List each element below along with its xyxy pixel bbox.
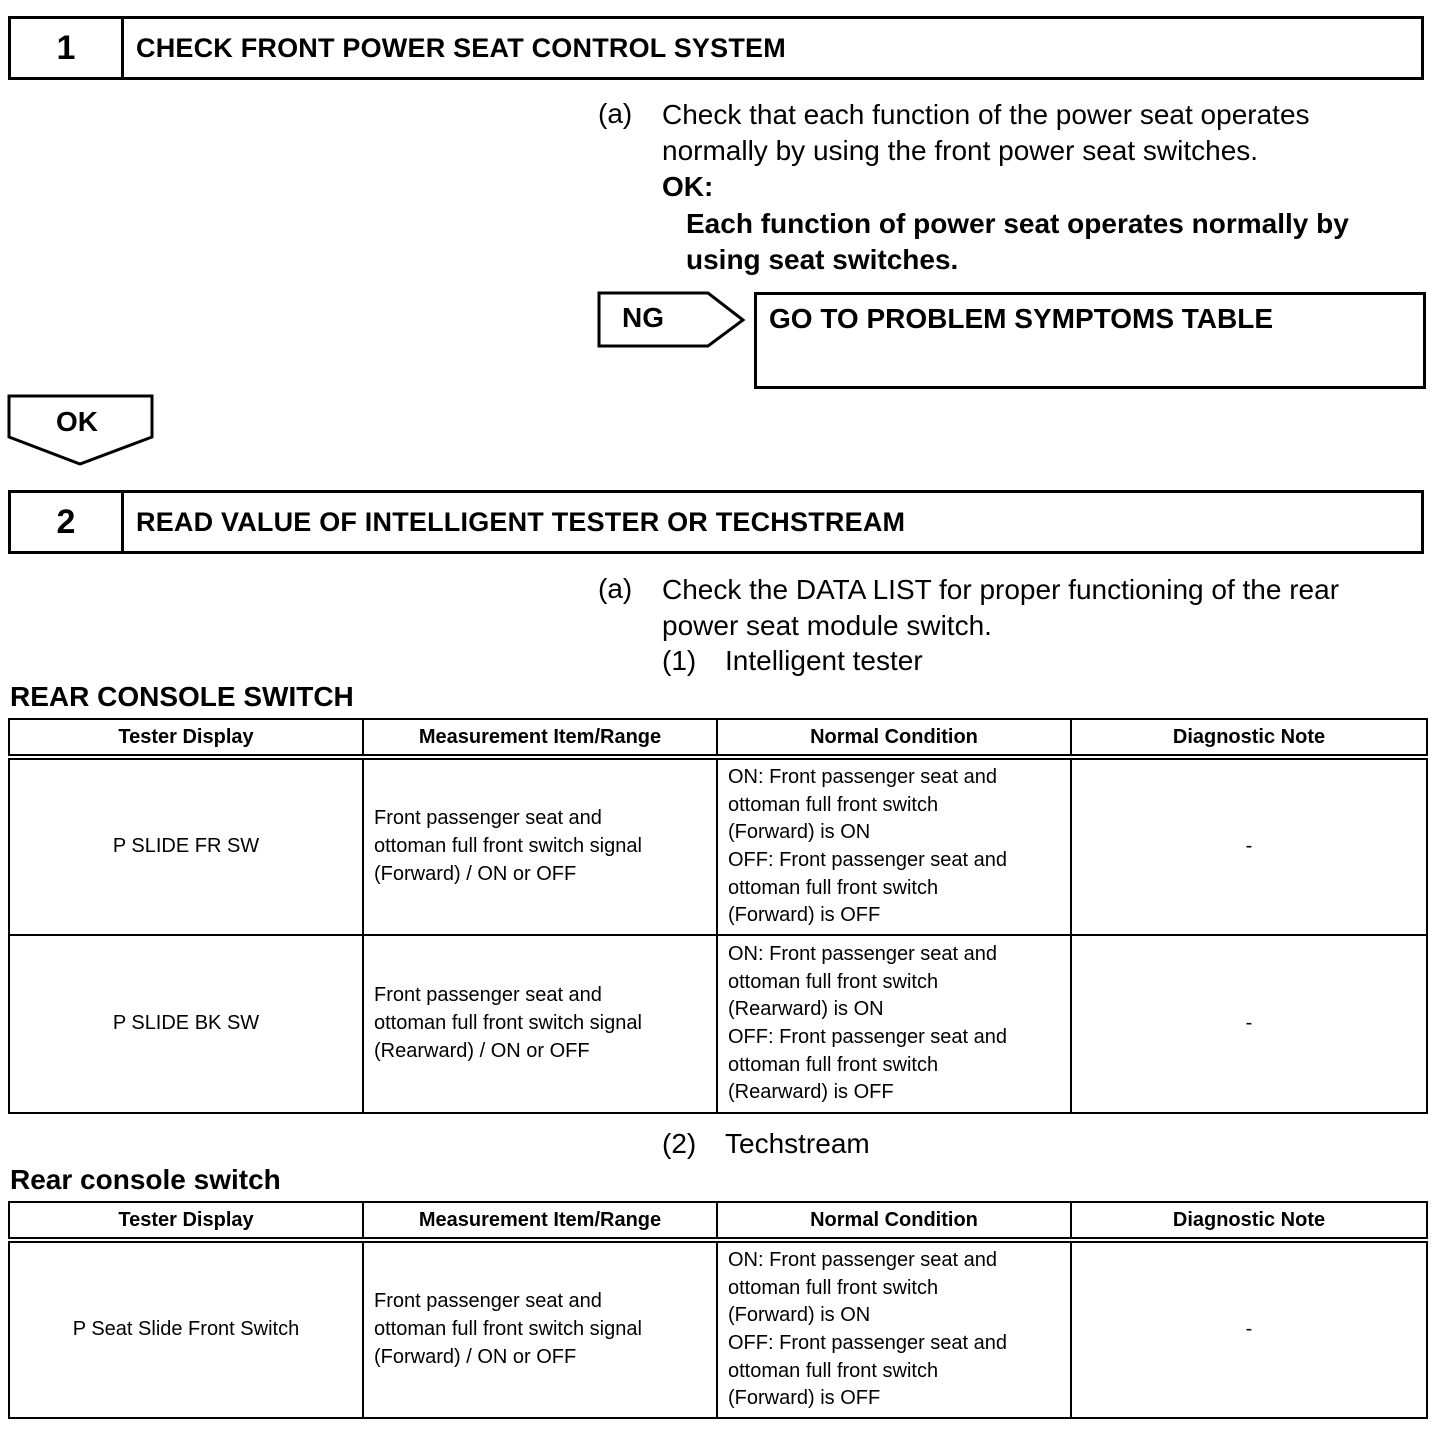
table-1-header-normal-condition: Normal Condition (717, 719, 1071, 757)
ok-arrow-label: OK (56, 406, 98, 437)
diagnostic-note-cell: - (1071, 757, 1427, 935)
ng-arrow-icon (596, 290, 748, 350)
measurement-cell (363, 935, 717, 1113)
table-1-header-diagnostic-note: Diagnostic Note (1071, 719, 1427, 757)
step-2-header (8, 490, 1424, 554)
condition-line: ottoman full front switch (728, 1359, 939, 1382)
condition-line: ON: Front passenger seat and (728, 765, 998, 788)
step-1-number: 1 (11, 19, 124, 77)
condition-line: ottoman full front switch (728, 1053, 939, 1076)
table-1-header-measurement: Measurement Item/Range (363, 719, 717, 757)
table-1 (8, 718, 1428, 1114)
measurement-line: Front passenger seat and (374, 807, 602, 830)
tester-display-cell: P SLIDE FR SW (9, 757, 363, 935)
condition-line: (Forward) is OFF (728, 1387, 881, 1410)
step-2-title: READ VALUE OF INTELLIGENT TESTER OR TECHSTREAM (136, 506, 906, 537)
normal-condition-cell (717, 935, 1071, 1113)
diagnostic-note-cell: - (1071, 935, 1427, 1113)
step-1-item-a-text (662, 97, 1310, 205)
ok-criteria-line-1: Each function of power seat operates normally by (686, 208, 1349, 239)
normal-condition-cell (717, 757, 1071, 935)
table-row (9, 757, 1427, 935)
step-2-number: 2 (11, 493, 124, 551)
go-to-problem-symptoms-table: GO TO PROBLEM SYMPTOMS TABLE (754, 292, 1426, 389)
measurement-line: ottoman full front switch signal (374, 1012, 642, 1035)
step-2-sub-2-text: Techstream (725, 1128, 870, 1159)
condition-line: OFF: Front passenger seat and (728, 1332, 1008, 1354)
condition-line: (Forward) is OFF (728, 904, 881, 927)
measurement-line: (Forward) / ON or OFF (374, 1345, 577, 1368)
tester-display-cell: P SLIDE BK SW (9, 935, 363, 1113)
measurement-cell (363, 757, 717, 935)
condition-line: ON: Front passenger seat and (728, 942, 998, 965)
step-1-item-a-label: (a) (598, 98, 633, 129)
condition-line: ON: Front passenger seat and (728, 1248, 998, 1271)
condition-line: ottoman full front switch (728, 793, 939, 816)
diagnostic-note-cell: - (1071, 1240, 1427, 1418)
measurement-line: Front passenger seat and (374, 1290, 602, 1313)
normal-condition-cell (717, 1240, 1071, 1418)
step-2-sub-2-label: (2) (662, 1128, 697, 1159)
table-2-header-normal-condition: Normal Condition (717, 1202, 1071, 1240)
table-2-header-tester-display: Tester Display (9, 1202, 363, 1240)
condition-line: (Rearward) is OFF (728, 1081, 894, 1104)
step-2-item-a-label: (a) (598, 573, 633, 604)
condition-line: (Rearward) is ON (728, 998, 884, 1021)
ng-label: NG (622, 302, 664, 333)
condition-line: ottoman full front switch (728, 876, 939, 899)
measurement-line: (Forward) / ON or OFF (374, 862, 577, 885)
condition-line: ottoman full front switch (728, 970, 939, 993)
measurement-line: ottoman full front switch signal (374, 1318, 642, 1341)
measurement-cell (363, 1240, 717, 1418)
step-1-header (8, 16, 1424, 80)
step-2-item-a-line-1: Check the DATA LIST for proper functioning of the rear (662, 574, 1340, 605)
condition-line: OFF: Front passenger seat and (728, 849, 1008, 871)
ok-criteria-label: OK: (662, 171, 714, 202)
table-2-header-row (9, 1202, 1427, 1240)
tester-display-cell: P Seat Slide Front Switch (9, 1240, 363, 1418)
step-2-item-a-line-2: power seat module switch. (662, 610, 992, 641)
table-1-section-title: REAR CONSOLE SWITCH (10, 681, 354, 712)
condition-line: (Forward) is ON (728, 1304, 871, 1327)
step-1-title: CHECK FRONT POWER SEAT CONTROL SYSTEM (136, 32, 786, 63)
step-1-item-a-line-1: Check that each function of the power seat operates (662, 99, 1310, 130)
table-2 (8, 1201, 1428, 1419)
table-1-header-row (9, 719, 1427, 757)
step-1-item-a-line-2: normally by using the front power seat switches. (662, 135, 1259, 166)
condition-line: (Forward) is ON (728, 821, 871, 844)
table-1-header-tester-display: Tester Display (9, 719, 363, 757)
condition-line: OFF: Front passenger seat and (728, 1026, 1008, 1048)
ok-criteria-text (686, 206, 1349, 278)
measurement-line: ottoman full front switch signal (374, 835, 642, 858)
table-row (9, 935, 1427, 1113)
step-2-sub-1-text: Intelligent tester (725, 645, 923, 676)
measurement-line: (Rearward) / ON or OFF (374, 1039, 590, 1062)
table-row (9, 1240, 1427, 1418)
table-2-header-diagnostic-note: Diagnostic Note (1071, 1202, 1427, 1240)
table-2-section-title: Rear console switch (10, 1164, 281, 1195)
step-2-sub-1-label: (1) (662, 645, 697, 676)
condition-line: ottoman full front switch (728, 1276, 939, 1299)
measurement-line: Front passenger seat and (374, 984, 602, 1007)
table-2-header-measurement: Measurement Item/Range (363, 1202, 717, 1240)
step-2-item-a-text (662, 572, 1339, 644)
ok-criteria-line-2: using seat switches. (686, 244, 959, 275)
